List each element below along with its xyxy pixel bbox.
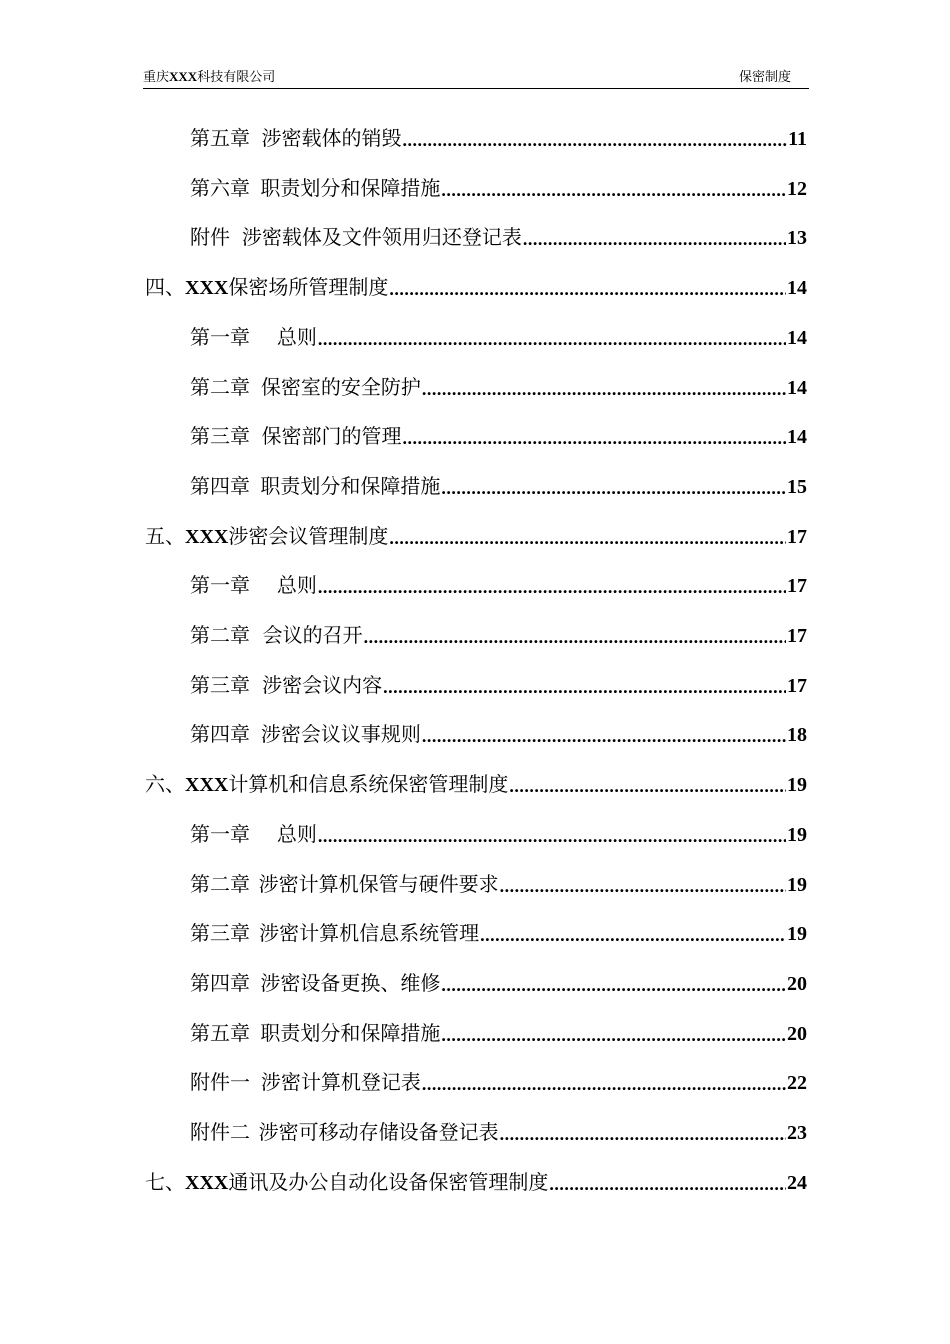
toc-section-entry[interactable] — [145, 767, 807, 797]
toc-entry-label: 第三章 — [190, 424, 250, 449]
toc-page-number: 13 — [787, 227, 807, 250]
toc-section-entry[interactable] — [145, 1165, 807, 1195]
toc-page-number: 11 — [788, 128, 807, 150]
toc-dot-leader — [441, 1024, 786, 1046]
toc-page-number: 19 — [787, 923, 807, 946]
toc-page-number: 17 — [787, 674, 807, 697]
toc-entry-title: 保密室的安全防护 — [260, 374, 421, 399]
toc-chapter-entry[interactable] — [190, 370, 807, 400]
page-header — [143, 68, 809, 89]
toc-entry-title: 总则 — [276, 573, 317, 598]
toc-chapter-entry[interactable] — [190, 916, 807, 946]
toc-chapter-entry[interactable] — [190, 618, 807, 648]
toc-page-number: 19 — [787, 774, 807, 797]
toc-entry-label: 第三章 — [190, 921, 250, 946]
toc-dot-leader — [403, 427, 787, 449]
company-prefix: 重庆 — [143, 70, 170, 85]
toc-entry-title: 涉密会议管理制度 — [228, 523, 389, 548]
company-name — [143, 66, 275, 85]
toc-page-number: 17 — [787, 575, 807, 598]
company-suffix: 科技有限公司 — [197, 70, 276, 85]
toc-chapter-entry[interactable] — [190, 320, 807, 350]
toc-entry-title: 职责划分和保障措施 — [260, 473, 441, 498]
toc-dot-leader — [364, 626, 786, 648]
toc-entry-label: 七、 — [145, 1169, 185, 1194]
toc-entry-label: 附件 — [190, 225, 230, 250]
toc-chapter-entry[interactable] — [190, 568, 807, 598]
toc-entry-label: 第三章 — [190, 672, 250, 697]
toc-page-number: 14 — [787, 277, 807, 300]
toc-dot-leader — [422, 1073, 786, 1095]
toc-entry-title: 总则 — [276, 324, 317, 349]
toc-dot-leader — [389, 278, 786, 300]
toc-chapter-entry[interactable] — [190, 469, 807, 499]
toc-entry-label: 第五章 — [190, 126, 250, 150]
toc-chapter-entry[interactable] — [190, 1016, 807, 1046]
toc-entry-label: 第一章 — [190, 573, 250, 598]
toc-entry-label: 第一章 — [190, 324, 250, 349]
toc-entry-label: 第二章 — [190, 623, 250, 647]
toc-entry-title: 通讯及办公自动化设备保密管理制度 — [228, 1169, 549, 1194]
toc-dot-leader — [500, 875, 786, 897]
toc-chapter-entry[interactable] — [190, 1115, 807, 1145]
toc-page-number: 15 — [787, 475, 807, 498]
company-xxx: XXX — [169, 69, 198, 84]
toc-entry-label: 附件二 — [190, 1120, 250, 1144]
toc-page-number: 17 — [787, 525, 807, 548]
toc-page-number: 14 — [787, 376, 807, 399]
toc-chapter-entry[interactable] — [190, 668, 807, 698]
toc-dot-leader — [441, 974, 786, 996]
toc-chapter-entry[interactable] — [190, 867, 807, 897]
toc-dot-leader — [500, 1123, 786, 1145]
toc-entry-title: 职责划分和保障措施 — [260, 1020, 441, 1045]
toc-chapter-entry[interactable] — [190, 717, 807, 747]
toc-dot-leader — [403, 129, 788, 151]
toc-chapter-entry[interactable] — [190, 419, 807, 449]
toc-entry-title: 涉密会议内容 — [262, 672, 383, 697]
toc-entry-label: 第二章 — [190, 374, 250, 399]
toc-entry-title: 涉密会议议事规则 — [260, 722, 421, 747]
toc-dot-leader — [509, 775, 786, 797]
toc-page-number: 20 — [787, 1022, 807, 1045]
toc-chapter-entry[interactable] — [190, 121, 807, 151]
toc-dot-leader — [422, 378, 786, 400]
toc-chapter-entry[interactable] — [190, 171, 807, 201]
toc-entry-label: 第四章 — [190, 722, 250, 747]
toc-page-number: 19 — [787, 823, 807, 846]
toc-entry-title: 总则 — [276, 821, 317, 846]
toc-entry-title: 涉密载体的销毁 — [261, 126, 402, 150]
toc-dot-leader — [422, 725, 786, 747]
toc-entry-label: 五、 — [145, 523, 185, 548]
toc-entry-title: 涉密设备更换、维修 — [260, 970, 441, 995]
toc-entry-title: 保密部门的管理 — [261, 424, 402, 449]
toc-page-number: 24 — [787, 1171, 807, 1194]
toc-entry-label: 四、 — [145, 275, 185, 300]
toc-entry-title: 涉密计算机登记表 — [260, 1070, 421, 1095]
toc-entry-title: 保密场所管理制度 — [228, 275, 389, 300]
toc-entry-label: 第六章 — [190, 175, 250, 200]
toc-page-number: 23 — [787, 1122, 807, 1144]
toc-entry-xxx: XXX — [185, 277, 229, 300]
toc-entry-label: 第四章 — [190, 970, 250, 995]
toc-page-number: 22 — [787, 1072, 807, 1095]
toc-entry-title: 涉密计算机信息系统管理 — [259, 921, 480, 946]
toc-page-number: 18 — [787, 724, 807, 747]
toc-entry-label: 附件一 — [190, 1070, 250, 1095]
toc-entry-label: 第五章 — [190, 1020, 250, 1045]
toc-page-number: 17 — [787, 625, 807, 647]
toc-entry-title: 涉密载体及文件领用归还登记表 — [241, 225, 522, 250]
toc-page-number: 19 — [787, 873, 807, 896]
toc-entry-title: 涉密可移动存储设备登记表 — [258, 1120, 499, 1144]
toc-page-number: 14 — [787, 426, 807, 449]
toc-entry-label: 第一章 — [190, 821, 250, 846]
toc-entry-title: 职责划分和保障措施 — [260, 175, 441, 200]
toc-dot-leader — [383, 676, 786, 698]
toc-entry-title: 涉密计算机保管与硬件要求 — [258, 871, 499, 896]
toc-entry-title: 计算机和信息系统保密管理制度 — [228, 772, 509, 797]
toc-dot-leader — [318, 576, 786, 598]
toc-chapter-entry[interactable] — [190, 220, 807, 250]
toc-entry-title: 会议的召开 — [262, 623, 363, 647]
toc-dot-leader — [523, 228, 786, 250]
document-title: 保密制度 — [738, 70, 791, 85]
toc-dot-leader — [549, 1173, 786, 1195]
toc-entry-xxx: XXX — [185, 525, 229, 548]
toc-dot-leader — [318, 328, 786, 350]
toc-section-entry[interactable] — [145, 519, 807, 549]
toc-chapter-entry[interactable] — [190, 966, 807, 996]
toc-dot-leader — [441, 179, 786, 201]
toc-dot-leader — [318, 825, 786, 847]
toc-entry-xxx: XXX — [185, 774, 229, 797]
toc-entry-label: 六、 — [145, 772, 185, 797]
toc-dot-leader — [389, 527, 786, 549]
toc-page-number: 12 — [787, 177, 807, 200]
toc-section-entry[interactable] — [145, 270, 807, 300]
toc-dot-leader — [480, 924, 786, 946]
toc-dot-leader — [441, 477, 786, 499]
toc-page-number: 20 — [787, 972, 807, 995]
toc-entry-label: 第四章 — [190, 473, 250, 498]
toc-entry-xxx: XXX — [185, 1171, 229, 1194]
toc-chapter-entry[interactable] — [190, 817, 807, 847]
toc-page-number: 14 — [787, 326, 807, 349]
toc-entry-label: 第二章 — [190, 871, 250, 896]
toc-chapter-entry[interactable] — [190, 1065, 807, 1095]
